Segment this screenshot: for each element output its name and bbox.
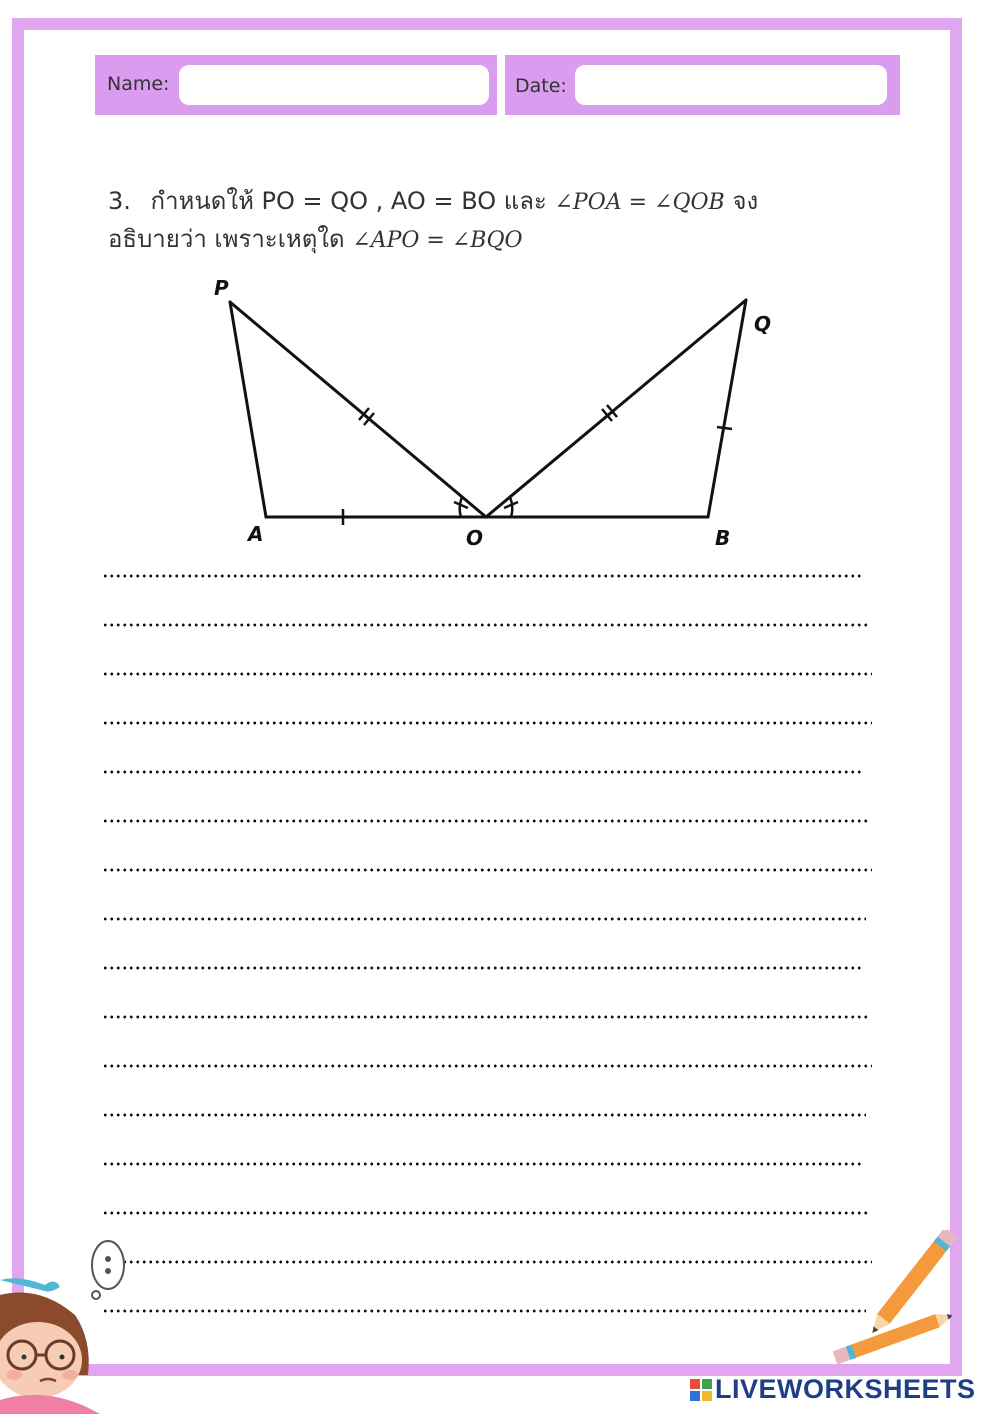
question-number: 3.	[108, 187, 131, 215]
label-b: B	[715, 526, 731, 550]
triangle-diagram	[200, 270, 800, 560]
question-text	[108, 183, 828, 259]
label-q: Q	[754, 312, 772, 336]
angle-arc-qob	[510, 497, 512, 517]
question-ask: อธิบายว่า เพราะเหตุใด	[108, 225, 345, 253]
liveworksheets-icon	[690, 1379, 712, 1401]
answer-line[interactable]	[102, 1061, 872, 1071]
segment-qb	[708, 300, 746, 517]
answer-line[interactable]	[102, 914, 866, 924]
name-field[interactable]	[179, 65, 489, 105]
answer-line[interactable]	[102, 963, 864, 973]
segment-pa	[230, 302, 266, 517]
answer-line[interactable]	[102, 1306, 866, 1316]
label-p: P	[214, 276, 229, 300]
liveworksheets-logo	[690, 1374, 976, 1405]
answer-line[interactable]	[102, 1110, 866, 1120]
question-line-1	[108, 183, 828, 221]
answer-line[interactable]	[102, 1159, 864, 1169]
answer-line[interactable]	[102, 767, 864, 777]
label-a: A	[248, 522, 264, 546]
pencils-illustration	[825, 1230, 965, 1380]
liveworksheets-text: LIVEWORKSHEETS	[715, 1374, 976, 1404]
answer-line[interactable]	[102, 571, 864, 581]
answer-line[interactable]	[102, 865, 872, 875]
question-math-ask: ∠APO = ∠BQO	[352, 228, 523, 253]
question-math-given: ∠POA = ∠QOB	[554, 190, 725, 215]
date-box	[505, 55, 900, 115]
answer-line[interactable]	[102, 816, 870, 826]
answer-line[interactable]	[102, 718, 872, 728]
question-given: กำหนดให้ PO = QO , AO = BO และ	[150, 187, 547, 215]
date-field[interactable]	[575, 65, 887, 105]
date-label: Date:	[515, 75, 567, 97]
girl-thinking-illustration	[0, 1235, 140, 1414]
tick-qb	[717, 427, 732, 429]
name-box	[95, 55, 497, 115]
name-label: Name:	[107, 73, 170, 95]
segment-po	[230, 302, 486, 517]
segment-oq	[486, 300, 746, 517]
label-o: O	[466, 526, 484, 550]
angle-arc-poa	[460, 497, 462, 517]
question-line-2	[108, 221, 828, 259]
answer-line[interactable]	[102, 1012, 870, 1022]
answer-line[interactable]	[102, 1257, 872, 1267]
answer-line[interactable]	[102, 620, 870, 630]
answer-line[interactable]	[102, 669, 872, 679]
answer-line[interactable]	[102, 1208, 870, 1218]
question-end-word: จง	[732, 187, 759, 215]
